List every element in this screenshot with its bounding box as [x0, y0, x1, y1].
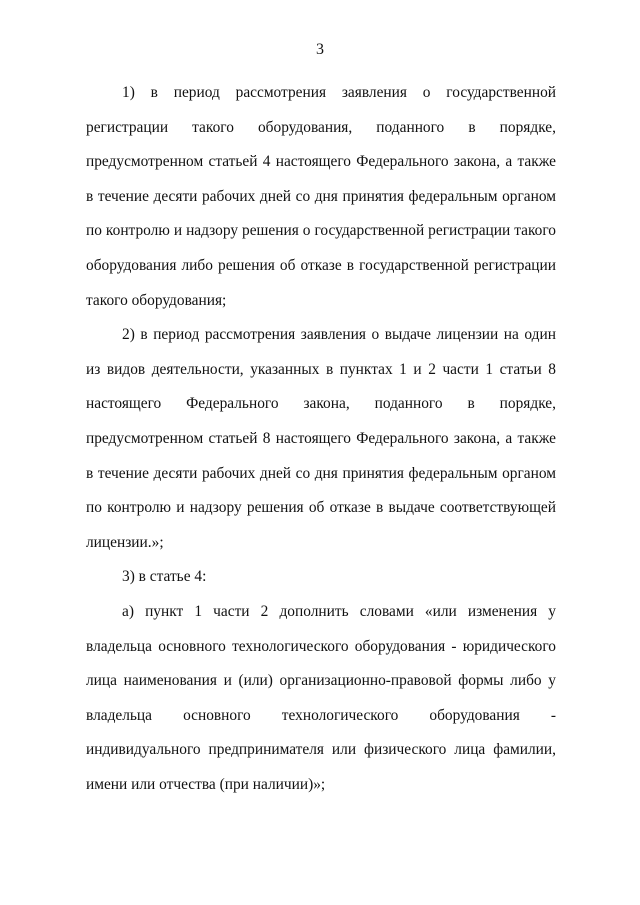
paragraph-item-3: 3) в статье 4: [122, 568, 207, 586]
document-body [86, 76, 556, 802]
paragraph-item-a: а) пункт 1 части 2 дополнить словами «или изменения у владельца основного технологического оборудования - юридического лица наименования и (или) организационно-правовой формы либо у владельца основного технологического оборудования - индивидуального предпринимателя или физического лица фамилии, имени или отчества (при наличии)»; [86, 602, 556, 793]
page-number: 3 [316, 41, 324, 58]
paragraph-item-1: 1) в период рассмотрения заявления о государственной регистрации такого оборудования, поданного в порядке, предусмотренном статьей 4 настоящего Федерального закона, а также в течение десяти рабочих дней со дня принятия федеральным органом по контролю и надзору решения о государственной регистрации такого оборудования либо решения об отказе в государственной регистрации такого оборудования; [86, 84, 556, 309]
paragraph-item-2: 2) в период рассмотрения заявления о выдаче лицензии на один из видов деятельности, указанных в пунктах 1 и 2 части 1 статьи 8 настоящего Федерального закона, поданного в порядке, предусмотренном статьей 8 настоящего Федерального закона, а также в течение десяти рабочих дней со дня принятия федеральным органом по контролю и надзору решения об отказе в выдаче соответствующей лицензии.»; [86, 326, 556, 551]
